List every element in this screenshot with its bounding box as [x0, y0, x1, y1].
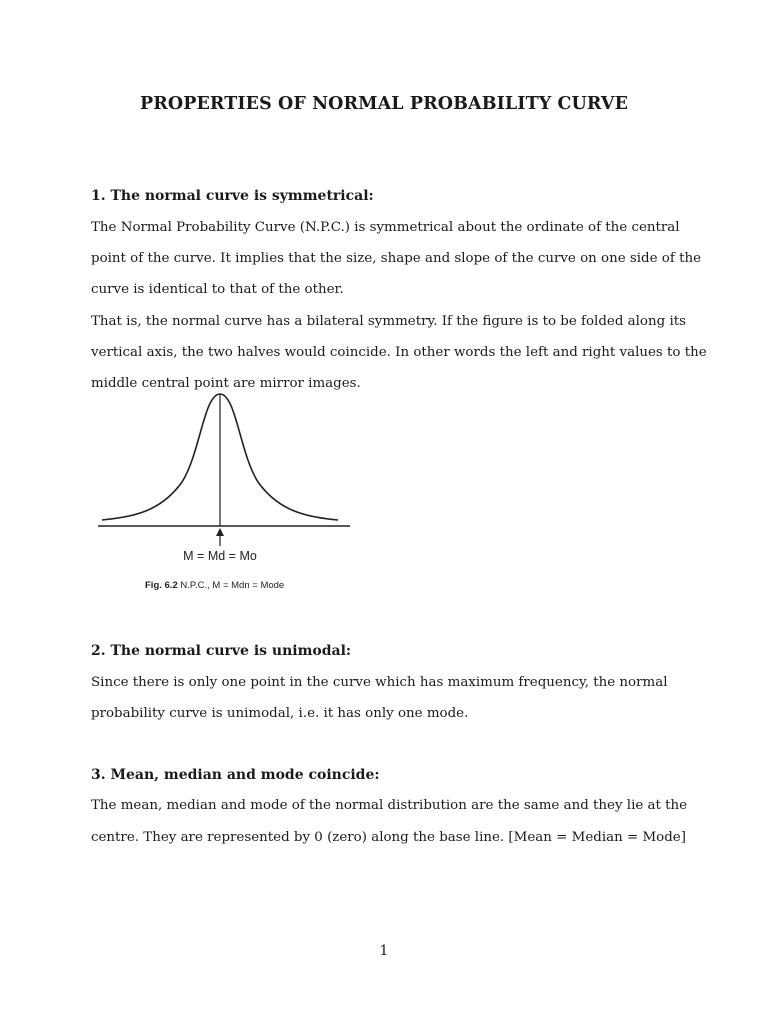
- figure-caption-prefix: Fig. 6.2: [145, 580, 178, 591]
- section-2-line-1: Since there is only one point in the curve which has maximum frequency, the normal: [91, 675, 668, 690]
- page-title: PROPERTIES OF NORMAL PROBABILITY CURVE: [139, 94, 629, 114]
- figure-caption-text: N.P.C., M = Mdn = Mode: [177, 580, 285, 591]
- arrow-head: [216, 528, 224, 536]
- section-2-heading: 2. The normal curve is unimodal:: [91, 643, 352, 659]
- section-1-line-5: vertical axis, the two halves would coincide. In other words the left and right values to the: [91, 345, 707, 360]
- section-1-line-1: The Normal Probability Curve (N.P.C.) is symmetrical about the ordinate of the central: [91, 220, 680, 235]
- figure-label: M = Md = Mo: [183, 549, 257, 563]
- normal-curve-figure: [96, 392, 356, 597]
- section-3-line-2: centre. They are represented by 0 (zero) along the base line. [Mean = Median = Mode]: [91, 830, 686, 845]
- page-number: 1: [379, 943, 389, 959]
- section-1-line-6: middle central point are mirror images.: [91, 376, 361, 391]
- section-1-line-4: That is, the normal curve has a bilateral symmetry. If the figure is to be folded along its: [91, 314, 686, 329]
- section-1-line-3: curve is identical to that of the other.: [91, 282, 344, 297]
- section-3-line-1: The mean, median and mode of the normal distribution are the same and they lie at the: [91, 798, 688, 813]
- section-1-line-2: point of the curve. It implies that the size, shape and slope of the curve on one side of the: [91, 251, 702, 266]
- section-2-line-2: probability curve is unimodal, i.e. it has only one mode.: [91, 706, 469, 721]
- section-1-heading: 1. The normal curve is symmetrical:: [91, 188, 374, 204]
- section-3-heading: 3. Mean, median and mode coincide:: [91, 767, 380, 783]
- figure-caption: [145, 580, 284, 591]
